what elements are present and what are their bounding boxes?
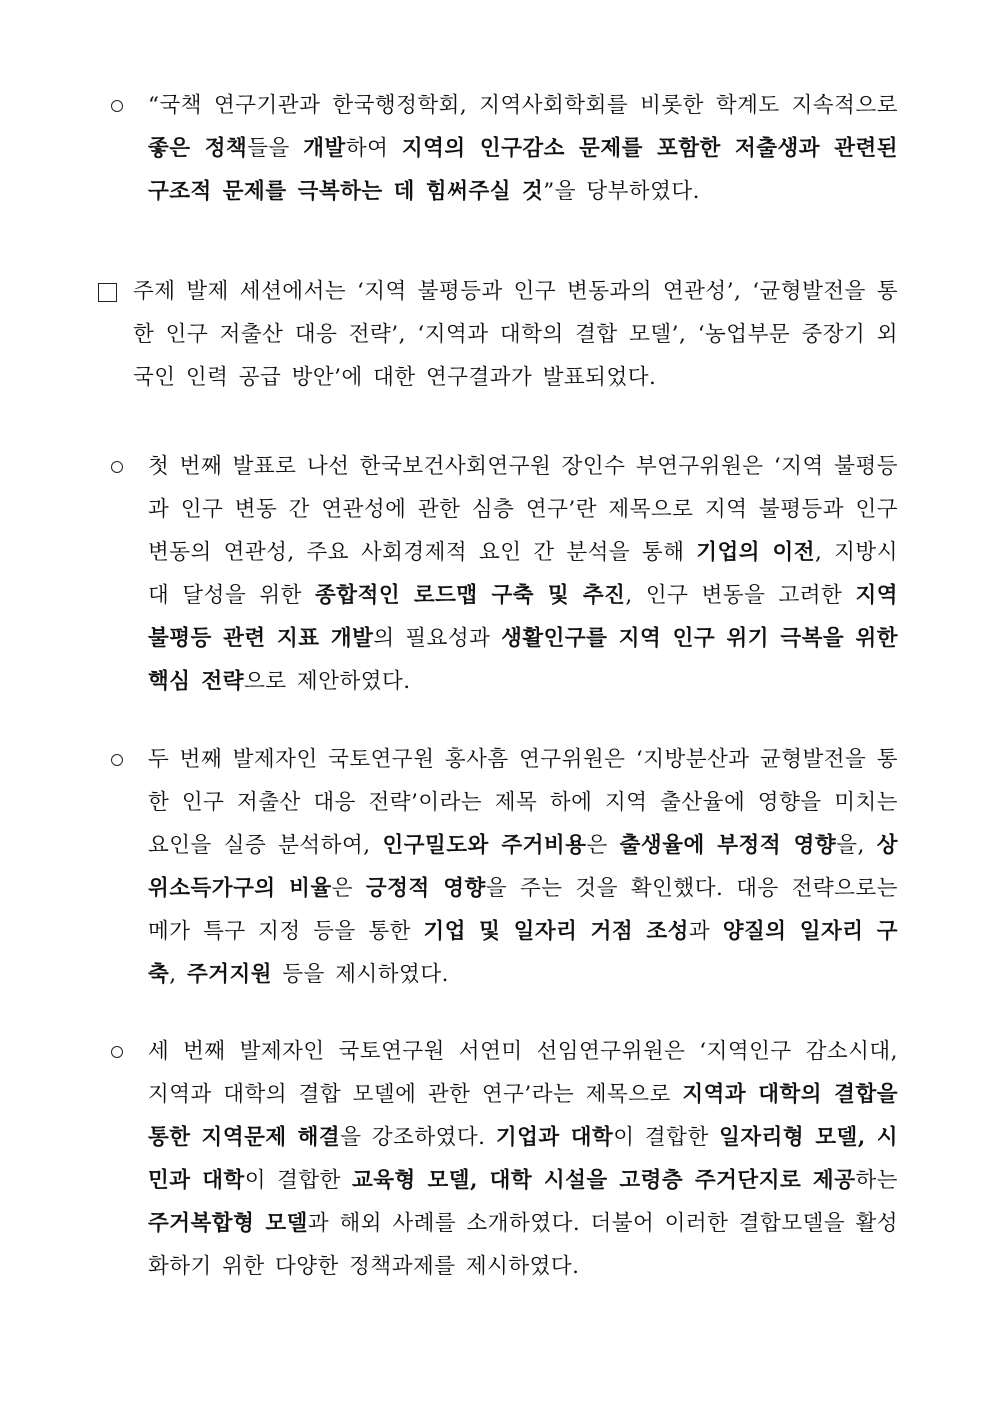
circle-bullet-icon [111,461,123,473]
bold-text-run: 지역과 대학의 결합을 통한 지역문제 해결 [148,1082,898,1150]
text-run: 두 번째 발제자인 국토연구원 홍사흠 연구위원은 ‘지방분산과 균형발전을 통한 인구 저출산 대응 전략’이라는 제목 하에 지역 출산율에 영향을 미치는 요인을 실증 분석하여, [148,747,898,858]
checkbox-square-icon [98,283,117,302]
text-run: 세 번째 발제자인 국토연구원 서연미 선임연구위원은 ‘지역인구 감소시대, 지역과 대학의 결합 모델에 관한 연구’라는 제목으로 [148,1039,898,1107]
text-run: 을 주는 것을 확인했다. 대응 전략으로는 메가 특구 지정 등을 통한 [148,876,898,944]
bold-text-run: 인구밀도와 주거비용 [382,833,587,858]
text-run: 주제 발제 세션에서는 ‘지역 불평등과 인구 변동과의 연관성’, ‘균형발전을 통한 인구 저출산 대응 전략’, ‘지역과 대학의 결합 모델’, ‘농업부문 중장기 외국인 인력 공급 방안’에 대한 연구결과가 발표되었다. [133,279,898,390]
text-run: 과 해외 사례를 소개하였다. 더불어 이러한 결합모델을 활성화하기 위한 다양한 정책과제를 제시하였다. [148,1211,899,1279]
text-run: , 인구 변동을 고려한 [625,583,856,608]
bold-text-run: 좋은 정책 [148,136,248,161]
bold-text-run: 긍정적 영향 [365,876,486,901]
bold-text-run: 기업의 이전 [696,540,816,565]
circle-bullet-icon [111,1046,123,1058]
bold-text-run: 지역 불평등 관련 지표 개발 [148,583,899,651]
bold-text-run: 생활인구를 지역 인구 위기 극복을 위한 핵심 전략 [148,626,898,694]
text-run: 과 [688,919,723,944]
text-run: 이 결합한 [244,1168,352,1193]
text-run: 하여 [345,136,402,161]
circle-bullet-icon [111,754,123,766]
bold-text-run: 지역의 인구감소 문제를 포함한 저출생과 관련된 구조적 문제를 극복하는 데 힘써주실 것 [148,136,899,204]
text-run: 은 [331,876,366,901]
bold-text-run: 주거지원 [186,962,273,987]
text-run: 은 [586,833,620,858]
paragraph-text [133,270,898,399]
text-run: 첫 번째 발표로 나선 한국보건사회연구원 장인수 부연구위원은 ‘지역 불평등과 인구 변동 간 연관성에 관한 심층 연구’란 제목으로 지역 불평등과 인구 변동의 연관성, 주요 사회경제적 요인 간 분석을 통해 [148,454,898,565]
text-run: 이 결합한 [613,1125,720,1150]
text-run: 을, [836,833,877,858]
paragraph-text [148,445,898,703]
bold-text-run: 상위소득가구의 비율 [148,833,898,901]
bold-text-run: 종합적인 로드맵 구축 및 추진 [315,583,626,608]
bold-text-run: 주거복합형 모델 [148,1211,308,1236]
bold-text-run: 양질의 일자리 구축 [148,919,899,987]
bold-text-run: 개발 [303,136,346,161]
bold-text-run: 일자리형 모델, 시민과 대학 [148,1125,899,1193]
text-run: 을 강조하였다. [340,1125,496,1150]
text-run: 하는 [855,1168,899,1193]
paragraph-text [148,84,898,213]
bold-text-run: 기업과 대학 [495,1125,614,1150]
bold-text-run: 기업 및 일자리 거점 조성 [423,919,689,944]
text-run: , 지방시대 달성을 위한 [148,540,898,608]
circle-bullet-icon [111,100,123,112]
text-run: 들을 [247,136,304,161]
text-run: 등을 제시하였다. [272,962,449,987]
text-run: ”을 당부하였다. [543,179,701,204]
paragraph-text [148,1030,898,1288]
text-run: 의 필요성과 [373,626,502,651]
text-run: 으로 제안하였다. [244,669,411,694]
bold-text-run: 출생율에 부정적 영향 [619,833,837,858]
text-run: , [169,962,187,987]
bold-text-run: 교육형 모델, 대학 시설을 고령층 주거단지로 제공 [351,1168,856,1193]
paragraph-text [148,738,898,996]
text-run: “국책 연구기관과 한국행정학회, 지역사회학회를 비롯한 학계도 지속적으로 [148,93,898,118]
